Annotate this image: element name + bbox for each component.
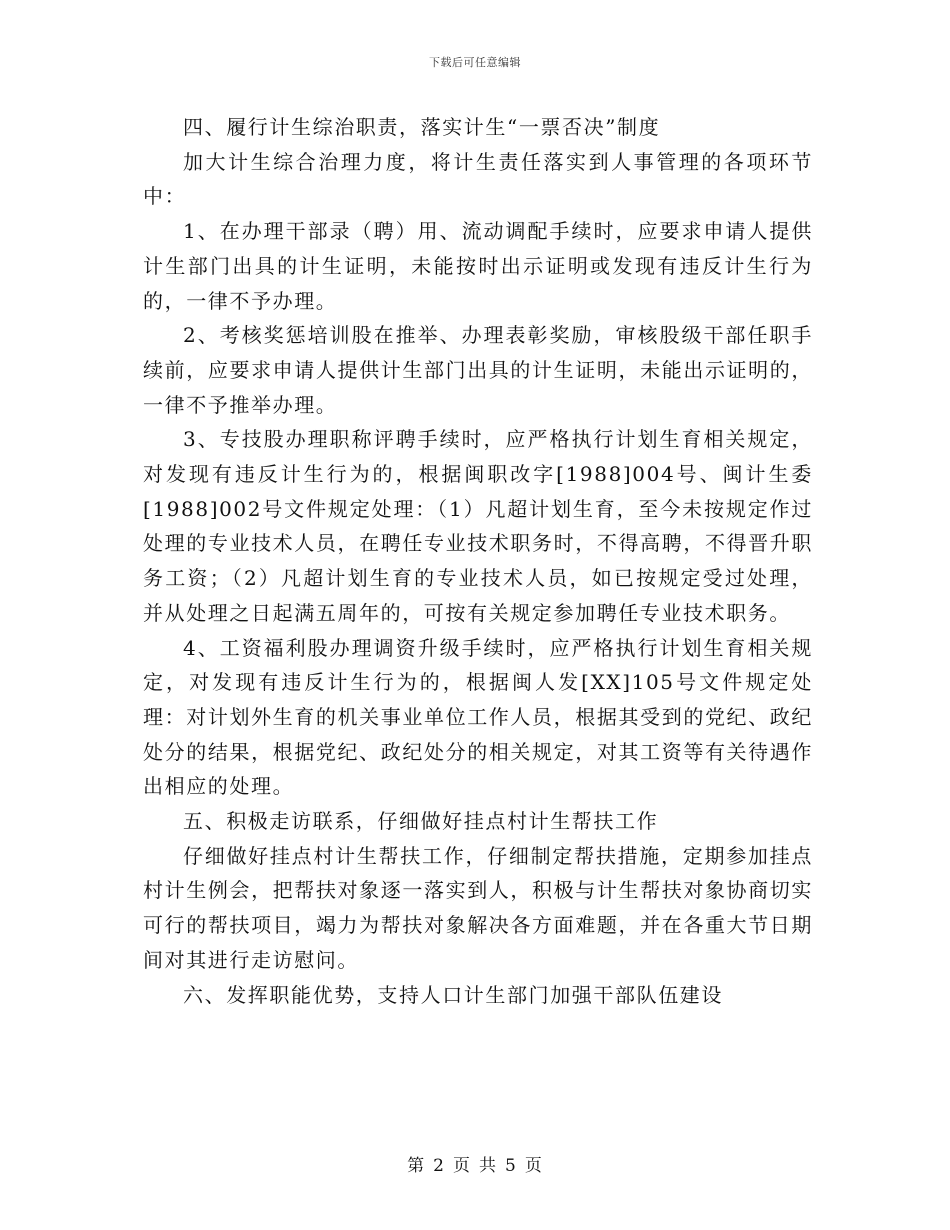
footer-page-label: 第	[407, 1156, 426, 1176]
document-body	[143, 110, 813, 1012]
paragraph-intro: 加大计生综合治理力度，将计生责任落实到人事管理的各项环节中：	[143, 149, 813, 209]
paragraph-item-1: 1、在办理干部录（聘）用、流动调配手续时，应要求申请人提供计生部门出具的计生证明，未能按时出示证明或发现有违反计生行为的，一律不予办理。	[143, 219, 813, 313]
paragraph-item-4: 4、工资福利股办理调资升级手续时，应严格执行计划生育相关规定，对发现有违反计生行为的，根据闽人发[XX]105号文件规定处理：对计划外生育的机关事业单位工作人员，根据其受到的党纪、政纪处分的结果，根据党纪、政纪处分的相关规定，对其工资等有关待遇作出相应的处理。	[143, 635, 813, 799]
footer-current-page: 2	[433, 1156, 445, 1176]
section-heading-6: 六、发挥职能优势，支持人口计生部门加强干部队伍建设	[183, 982, 723, 1007]
footer-page-unit: 页	[453, 1156, 471, 1176]
paragraph-item-3: 3、专技股办理职称评聘手续时，应严格执行计划生育相关规定，对发现有违反计生行为的，根据闽职改字[1988]004号、闽计生委[1988]002号文件规定处理：（1）凡超计划生育，至今未按规定作过处理的专业技术人员，在聘任专业技术职务时，不得高聘，不得晋升职务工资；（2）凡超计划生育的专业技术人员，如已按规定受过处理，并从处理之日起满五周年的，可按有关规定参加聘任专业技术职务。	[143, 427, 813, 625]
page-footer	[0, 1151, 950, 1176]
paragraph-item-2: 2、考核奖惩培训股在推举、办理表彰奖励，审核股级干部任职手续前，应要求申请人提供计生部门出具的计生证明，未能出示证明的，一律不予推举办理。	[143, 323, 813, 417]
section-heading-5: 五、积极走访联系，仔细做好挂点村计生帮扶工作	[183, 809, 659, 834]
header-note: 下载后可任意编辑	[429, 56, 521, 69]
paragraph-section-5: 仔细做好挂点村计生帮扶工作，仔细制定帮扶措施，定期参加挂点村计生例会，把帮扶对象逐一落实到人，积极与计生帮扶对象协商切实可行的帮扶项目，竭力为帮扶对象解决各方面难题，并在各重大节日期间对其进行走访慰问。	[143, 843, 813, 972]
footer-total-pages: 5	[505, 1156, 517, 1176]
section-heading-4: 四、履行计生综治职责，落实计生“一票否决”制度	[183, 115, 661, 139]
footer-total-unit: 页	[524, 1156, 543, 1176]
footer-total-label: 共	[479, 1156, 497, 1176]
